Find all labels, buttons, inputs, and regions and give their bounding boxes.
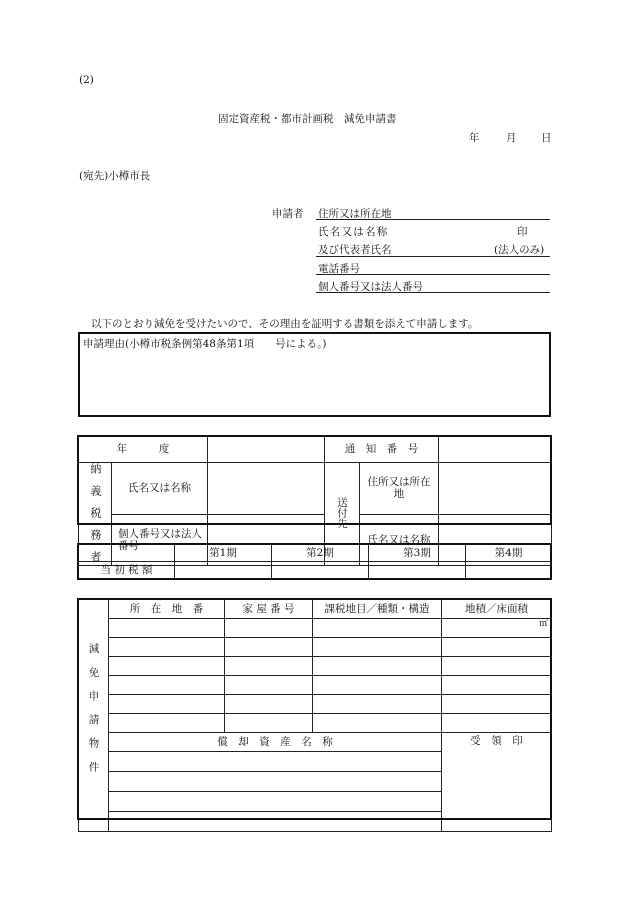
property-area-cell[interactable] (442, 695, 552, 714)
id-number-label: 個人番号又は法人番号 (318, 281, 423, 293)
period-2-header: 第2期 (272, 545, 369, 562)
property-side-label: 減免申請物件 (87, 643, 100, 785)
send-address-label: 住所又は所在地 (360, 463, 439, 515)
period-4-amount[interactable] (466, 562, 552, 579)
notice-number-header: 通 知 番 号 (325, 437, 439, 463)
property-land-type-cell[interactable] (313, 714, 442, 733)
property-location-cell[interactable] (109, 638, 225, 657)
period-4-header: 第4期 (466, 545, 552, 562)
depreciable-asset-row[interactable] (109, 792, 442, 812)
installments-corner (79, 545, 175, 562)
property-land-type-cell[interactable] (313, 619, 442, 638)
depreciable-assets-header: 償 却 資 産 名 称 (109, 733, 442, 752)
property-land-type-cell[interactable] (313, 695, 442, 714)
send-name-label: 氏名又は名称 (360, 514, 439, 566)
reason-label: 申請理由(小樽市税条例第48条第1項 号による。) (83, 338, 327, 350)
property-land-type-header: 課税地目／種類・構造 (313, 600, 442, 619)
applicant-name-label: 氏名又は名称 (318, 226, 389, 238)
taxpayer-name-cell[interactable] (208, 463, 325, 515)
period-3-amount[interactable] (369, 562, 466, 579)
applicant-label: 申請者 (272, 208, 304, 220)
area-unit: ㎡ (538, 619, 548, 629)
property-house-number-cell[interactable] (225, 657, 313, 676)
property-location-header: 所 在 地 番 (109, 600, 225, 619)
send-address-cell[interactable] (439, 463, 552, 515)
year-header: 年 度 (79, 437, 208, 463)
property-area-cell[interactable] (442, 638, 552, 657)
reason-box[interactable] (78, 332, 551, 417)
period-1-header: 第1期 (175, 545, 272, 562)
property-location-cell[interactable] (109, 619, 225, 638)
date-day-label: 日 (541, 132, 552, 144)
receipt-stamp-label: 受 領 印 (470, 735, 523, 747)
application-statement: 以下のとおり減免を受けたいので、その理由を証明する書類を添えて申請します。 (91, 318, 479, 330)
property-area-cell[interactable] (442, 657, 552, 676)
property-location-cell[interactable] (109, 714, 225, 733)
date-month-label: 月 (506, 132, 517, 144)
representative-label: 及び代表者氏名 (318, 244, 392, 256)
property-land-type-cell[interactable] (313, 638, 442, 657)
initial-tax-label: 当 初 税 額 (79, 562, 175, 579)
property-location-cell[interactable] (109, 657, 225, 676)
property-table (78, 599, 552, 832)
property-side-label-cell (79, 600, 109, 832)
period-3-header: 第3期 (369, 545, 466, 562)
period-2-amount[interactable] (272, 562, 369, 579)
property-location-cell[interactable] (109, 676, 225, 695)
taxpayer-name-label: 氏名又は名称 (112, 463, 208, 515)
send-to-label: 送付先 (336, 496, 349, 529)
property-house-number-cell[interactable] (225, 676, 313, 695)
applicant-name-line[interactable] (316, 256, 550, 257)
receipt-stamp-cell (442, 733, 552, 832)
year-cell[interactable] (208, 437, 325, 463)
property-house-number-cell[interactable] (225, 619, 313, 638)
property-house-number-header: 家 屋 番 号 (225, 600, 313, 619)
applicant-address-label: 住所又は所在地 (318, 208, 392, 220)
property-land-type-cell[interactable] (313, 657, 442, 676)
form-title: 固定資産税・都市計画税 減免申請書 (218, 113, 397, 125)
period-1-amount[interactable] (175, 562, 272, 579)
form-number: (2) (79, 74, 94, 86)
depreciable-asset-row[interactable] (109, 772, 442, 792)
property-area-cell[interactable] (442, 676, 552, 695)
property-land-type-cell[interactable] (313, 676, 442, 695)
property-house-number-cell[interactable] (225, 638, 313, 657)
addressee: (宛先)小樽市長 (79, 170, 151, 182)
taxpayer-id-label: 個人番号又は法人番号 (112, 514, 208, 566)
depreciable-asset-row[interactable] (109, 812, 442, 832)
property-area-cell[interactable] (442, 714, 552, 733)
taxpayer-label: 納 義 税 務 者 (88, 463, 102, 562)
id-number-line[interactable] (316, 292, 550, 293)
corp-only-note: (法人のみ) (494, 244, 545, 256)
depreciable-asset-row[interactable] (109, 752, 442, 772)
property-location-cell[interactable] (109, 695, 225, 714)
property-area-header: 地積／床面積 (442, 600, 552, 619)
installments-table (78, 544, 552, 579)
notice-number-cell[interactable] (439, 437, 552, 463)
phone-label: 電話番号 (318, 263, 360, 275)
property-house-number-cell[interactable] (225, 695, 313, 714)
property-area-cell[interactable] (442, 619, 552, 638)
property-house-number-cell[interactable] (225, 714, 313, 733)
seal-mark: 印 (517, 226, 528, 238)
applicant-address-line[interactable] (316, 219, 550, 220)
phone-line[interactable] (316, 274, 550, 275)
date-year-label: 年 (469, 132, 480, 144)
